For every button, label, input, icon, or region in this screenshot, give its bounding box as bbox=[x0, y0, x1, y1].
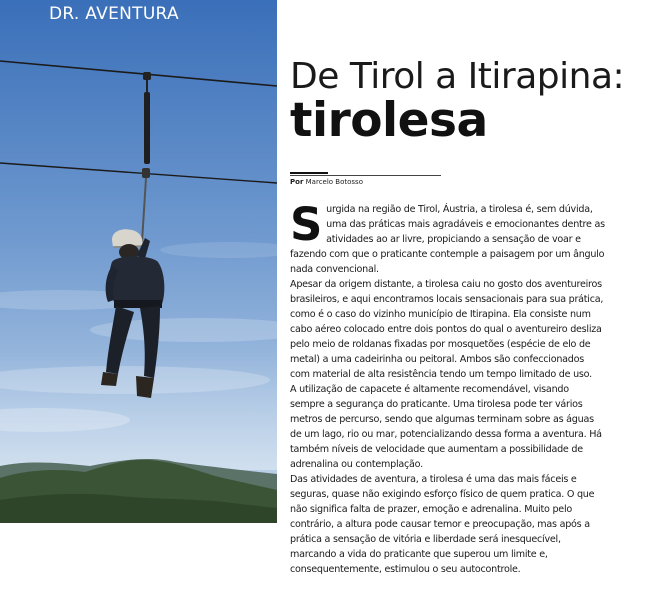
title-rule-accent bbox=[290, 172, 328, 174]
paragraph-2: Apesar da origem distante, a tirolesa caiu no gosto dos aventureiros brasileiros, e aqui encontramos locais sensacionais para sua prática, como é o caso do vizinho município de Itirapina. Ela consiste num cabo aéreo colocado entre dois pontos do qual o aventureiro desliza pelo meio de roldanas fixadas por mosquetões (espécie de elo de metal) a uma cadeirinha ou peitoral. Ambos são confeccionados com material de alta resistência tendo um tempo limitado de uso. bbox=[290, 279, 604, 380]
drop-cap: S bbox=[290, 198, 323, 251]
paragraph-4: Das atividades de aventura, a tirolesa é uma das mais fáceis e seguras, quase não exigindo esforço físico de quem pratica. O que não significa falta de prazer, emoção e adrenalina. Muito pelo contrário, a altura pode causar temor e preocupação, mas após a prática a sensação de vitória e liberdade será inesquecível, marcando a vida do praticante que superou um limite e, consequentemente, estimulou o seu autocontrole. bbox=[290, 474, 595, 575]
article-title-line2: tirolesa bbox=[290, 93, 488, 148]
article-title-line1: De Tirol a Itirapina: bbox=[290, 56, 625, 97]
article-body bbox=[290, 198, 606, 577]
paragraph-3: A utilização de capacete é altamente recomendável, visando sempre a segurança do praticante. Uma tirolesa pode ter vários metros de percurso, sendo que algumas terminam sobre as águas de um lago, rio ou mar, potencializando dessa forma a aventura. Há também níveis de velocidade que aumentam a possibilidade de adrenalina ou contemplação. bbox=[290, 384, 602, 470]
paragraph-1-text: urgida na região de Tirol, Áustria, a tirolesa é, sem dúvida, uma das práticas mais agradáveis e emocionantes dentre as atividades ao ar livre, propiciando a sensação de voar e fazendo com que o praticante contemple a paisagem por um ângulo nada convencional. bbox=[290, 204, 605, 275]
zipline-photo bbox=[0, 0, 277, 523]
paragraph-1 bbox=[290, 198, 606, 277]
byline-prefix: Por bbox=[290, 178, 304, 186]
byline bbox=[290, 177, 363, 187]
byline-author: Marcelo Botosso bbox=[305, 178, 363, 186]
section-label: DR. AVENTURA bbox=[49, 4, 179, 24]
zipline-illustration bbox=[0, 0, 277, 523]
title-rule bbox=[290, 175, 441, 176]
